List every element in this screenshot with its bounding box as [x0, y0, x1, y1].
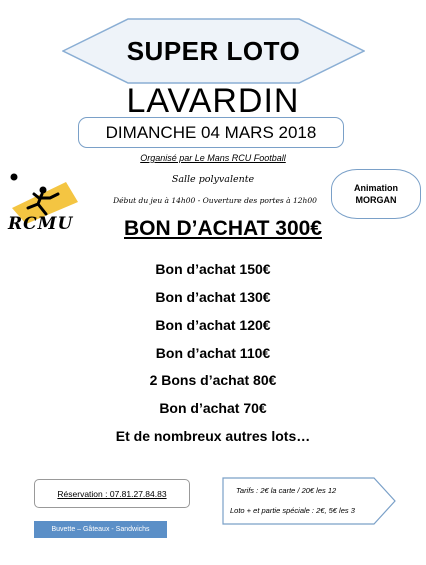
animation-badge [331, 169, 421, 219]
animation-label: Animation [354, 182, 398, 193]
prize-item: Bon d’achat 110€ [155, 345, 271, 361]
organiser-text: Organisé par Le Mans RCU Football [140, 153, 286, 163]
animation-name: MORGAN [355, 195, 397, 205]
event-title: SUPER LOTO [126, 35, 301, 66]
schedule-text: Début du jeu à 14h00 - Ouverture des portes à 12h00 [113, 196, 317, 205]
reservation-box: Réservation : 07.81.27.84.83 [34, 479, 190, 508]
tarif-line: Loto + et partie spéciale : 2€, 5€ les 3 [230, 506, 355, 515]
event-date: DIMANCHE 04 MARS 2018 [78, 117, 344, 148]
club-logo-text: RCMU [8, 214, 74, 234]
tarifs-arrow-shape [222, 477, 396, 525]
buvette-banner: Buvette – Gâteaux - Sandwichs [34, 521, 167, 538]
prize-item: Et de nombreux autres lots… [115, 428, 311, 444]
main-prize: BON D’ACHAT 300€ [124, 217, 322, 240]
prize-item: Bon d’achat 150€ [155, 261, 271, 277]
venue-text: Salle polyvalente [171, 174, 255, 185]
prize-item: Bon d’achat 70€ [159, 400, 267, 416]
city-name: LAVARDIN [126, 82, 300, 120]
prize-item: Bon d’achat 130€ [155, 289, 271, 305]
tarif-line: Tarifs : 2€ la carte / 20€ les 12 [236, 486, 337, 495]
prize-item: 2 Bons d’achat 80€ [149, 372, 277, 388]
prize-item: Bon d’achat 120€ [155, 317, 271, 333]
